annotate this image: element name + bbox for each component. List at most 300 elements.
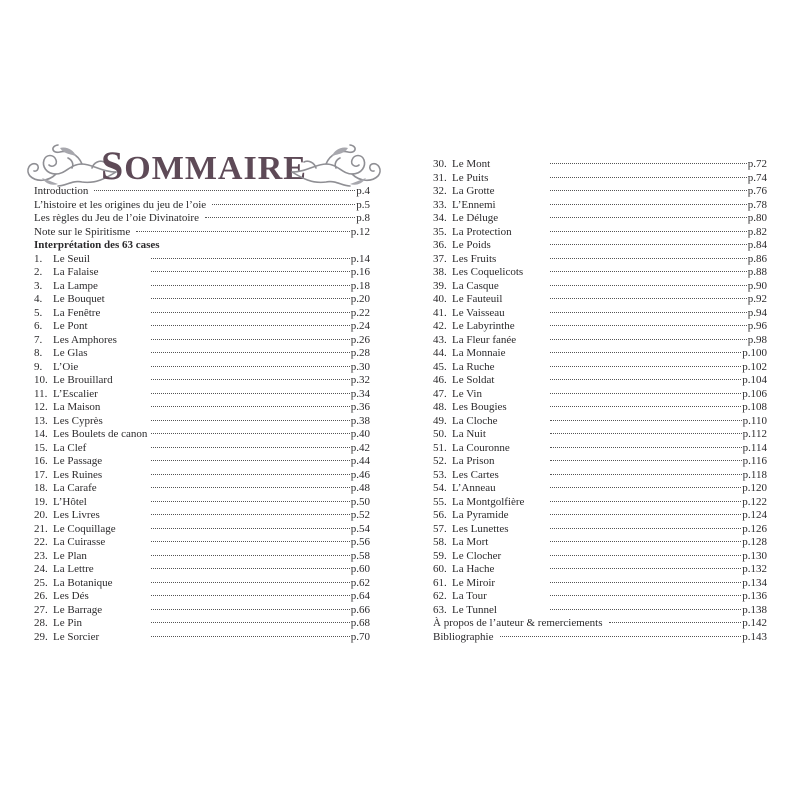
entry-number: 56. — [433, 509, 447, 521]
entry-title: Bibliographie — [433, 630, 494, 643]
entry-page-number: p.76 — [747, 185, 767, 197]
entry-title: Le Puits — [452, 171, 489, 184]
toc-entry[interactable] — [34, 266, 370, 280]
entry-number: 29. — [34, 630, 48, 643]
dot-leader — [151, 447, 350, 448]
section-heading: Interprétation des 63 cases — [34, 239, 160, 251]
toc-entry[interactable] — [34, 604, 370, 618]
dot-leader — [500, 636, 742, 637]
dot-leader — [151, 298, 350, 299]
entry-title: Le Fauteuil — [452, 293, 503, 305]
entry-number: 36. — [433, 239, 447, 251]
dot-leader — [550, 541, 741, 542]
dot-leader — [550, 204, 747, 205]
entry-page-number: p.116 — [742, 455, 767, 467]
dot-leader — [151, 595, 350, 596]
toc-entry[interactable] — [433, 347, 767, 361]
toc-entry[interactable] — [433, 212, 767, 226]
toc-entry[interactable] — [34, 455, 370, 469]
entry-title: Les Lunettes — [452, 522, 509, 535]
entry-title: Le Vin — [452, 387, 482, 400]
entry-title: L’Escalier — [53, 387, 98, 400]
entry-title: La Grotte — [452, 185, 495, 197]
dot-leader — [151, 393, 350, 394]
entry-title: La Fenêtre — [53, 306, 101, 319]
dot-leader — [550, 568, 741, 569]
entry-number: 13. — [34, 414, 48, 427]
dot-leader — [205, 217, 355, 218]
dot-leader — [151, 285, 350, 286]
toc-entry[interactable] — [34, 577, 370, 591]
dot-leader — [136, 231, 350, 232]
entry-page-number: p.5 — [356, 198, 370, 211]
toc-entry[interactable] — [433, 496, 767, 510]
entry-title: Le Miroir — [452, 576, 496, 589]
toc-entry[interactable] — [34, 185, 370, 199]
entry-page-number: p.96 — [747, 320, 767, 332]
dot-leader — [550, 487, 741, 488]
dot-leader — [550, 271, 747, 272]
entry-number: 39. — [433, 279, 447, 292]
toc-entry[interactable] — [34, 307, 370, 321]
dot-leader — [151, 406, 350, 407]
toc-entry[interactable] — [433, 509, 767, 523]
toc-entry[interactable] — [433, 550, 767, 564]
entry-page-number: p.36 — [350, 401, 370, 413]
toc-entry[interactable] — [34, 334, 370, 348]
ornament-flourish-right-icon — [290, 142, 386, 188]
entry-page-number: p.30 — [350, 360, 370, 373]
toc-entry[interactable] — [34, 199, 370, 213]
entry-title: Les Dés — [53, 590, 89, 602]
dot-leader — [550, 163, 747, 164]
dot-leader — [550, 339, 747, 340]
entry-title: La Botanique — [53, 576, 113, 589]
entry-page-number: p.143 — [742, 630, 767, 643]
toc-entry[interactable] — [34, 563, 370, 577]
toc-entry[interactable] — [433, 361, 767, 375]
entry-page-number: p.104 — [742, 374, 767, 386]
entry-page-number: p.66 — [350, 603, 370, 616]
toc-entry[interactable] — [433, 158, 767, 172]
toc-entry[interactable] — [433, 563, 767, 577]
entry-page-number: p.18 — [350, 279, 370, 292]
entry-number: 23. — [34, 549, 48, 562]
toc-entry[interactable] — [433, 631, 767, 645]
entry-title: Le Labyrinthe — [452, 320, 515, 332]
entry-title: Le Mont — [452, 158, 491, 170]
toc-entry[interactable] — [34, 469, 370, 483]
entry-title: La Pyramide — [452, 509, 509, 521]
toc-entry[interactable] — [433, 280, 767, 294]
entry-page-number: p.38 — [350, 414, 370, 427]
entry-number: 35. — [433, 225, 447, 238]
entry-number: 25. — [34, 576, 48, 589]
entry-title: Les Bougies — [452, 401, 507, 413]
toc-entry[interactable] — [433, 307, 767, 321]
dot-leader — [550, 514, 741, 515]
toc-entry[interactable] — [34, 442, 370, 456]
entry-page-number: p.62 — [350, 576, 370, 589]
entry-page-number: p.22 — [350, 306, 370, 319]
entry-number: 7. — [34, 333, 43, 346]
entry-title: Les Cartes — [452, 468, 499, 481]
entry-title: La Protection — [452, 225, 512, 238]
toc-entry[interactable] — [433, 469, 767, 483]
entry-number: 21. — [34, 522, 48, 535]
entry-number: 18. — [34, 482, 48, 494]
entry-number: 58. — [433, 536, 447, 548]
entry-title: Les Fruits — [452, 252, 497, 265]
entry-number: 54. — [433, 482, 447, 494]
entry-number: 37. — [433, 252, 447, 265]
toc-entry[interactable] — [433, 590, 767, 604]
toc-entry[interactable] — [34, 320, 370, 334]
entry-title: La Carafe — [53, 482, 97, 494]
entry-title: La Lampe — [53, 279, 98, 292]
entry-page-number: p.100 — [742, 347, 767, 359]
entry-title: La Maison — [53, 401, 101, 413]
entry-title: Le Clocher — [452, 549, 502, 562]
dot-leader — [550, 609, 741, 610]
entry-page-number: p.128 — [742, 536, 767, 548]
toc-entry[interactable] — [34, 617, 370, 631]
dot-leader — [550, 447, 742, 448]
toc-entry[interactable] — [433, 293, 767, 307]
entry-page-number: p.108 — [742, 401, 767, 413]
entry-title: Le Coquillage — [53, 522, 116, 535]
entry-number: 38. — [433, 266, 447, 278]
entry-number: 27. — [34, 603, 48, 616]
entry-page-number: p.82 — [747, 225, 767, 238]
dot-leader — [550, 190, 747, 191]
dot-leader — [151, 325, 350, 326]
entry-number: 20. — [34, 509, 48, 521]
entry-page-number: p.142 — [742, 617, 767, 629]
toc-entry[interactable] — [433, 617, 767, 631]
dot-leader — [550, 555, 741, 556]
entry-number: 15. — [34, 441, 48, 454]
dot-leader — [151, 352, 350, 353]
toc-entry[interactable] — [433, 523, 767, 537]
entry-page-number: p.98 — [747, 333, 767, 346]
entry-page-number: p.88 — [747, 266, 767, 278]
entry-title: La Nuit — [452, 428, 486, 440]
entry-title: Le Plan — [53, 549, 87, 562]
entry-title: L’Anneau — [452, 482, 496, 494]
entry-number: 10. — [34, 374, 48, 386]
toc-entry[interactable] — [34, 347, 370, 361]
entry-page-number: p.48 — [350, 482, 370, 494]
dot-leader — [151, 582, 350, 583]
entry-number: 19. — [34, 495, 48, 508]
entry-number: 55. — [433, 495, 447, 508]
entry-title: Le Vaisseau — [452, 306, 505, 319]
toc-entry[interactable] — [34, 590, 370, 604]
toc-entry[interactable] — [34, 428, 370, 442]
entry-title: Le Glas — [53, 347, 88, 359]
entry-number: 33. — [433, 198, 447, 211]
dot-leader — [550, 393, 741, 394]
toc-entry[interactable] — [433, 536, 767, 550]
dot-leader — [550, 244, 747, 245]
entry-title: La Couronne — [452, 441, 510, 454]
entry-page-number: p.72 — [747, 158, 767, 170]
entry-title: Le Pont — [53, 320, 88, 332]
toc-entry[interactable] — [433, 266, 767, 280]
toc-entry[interactable] — [34, 550, 370, 564]
toc-entry[interactable] — [34, 401, 370, 415]
toc-entry[interactable] — [34, 226, 370, 240]
entry-page-number: p.58 — [350, 549, 370, 562]
entry-page-number: p.84 — [747, 239, 767, 251]
entry-title: La Lettre — [53, 563, 94, 575]
entry-title: Les règles du Jeu de l’oie Divinatoire — [34, 212, 199, 224]
entry-page-number: p.78 — [747, 198, 767, 211]
entry-title: Le Soldat — [452, 374, 495, 386]
entry-number: 41. — [433, 306, 447, 319]
entry-title: La Cuirasse — [53, 536, 106, 548]
toc-entry[interactable] — [433, 185, 767, 199]
entry-page-number: p.4 — [356, 185, 370, 197]
title-banner — [22, 142, 386, 190]
entry-page-number: p.112 — [742, 428, 767, 440]
entry-page-number: p.60 — [350, 563, 370, 575]
dot-leader — [151, 528, 350, 529]
toc-entry[interactable] — [433, 415, 767, 429]
dot-leader — [151, 622, 350, 623]
entry-title: Le Poids — [452, 239, 491, 251]
entry-number: 42. — [433, 320, 447, 332]
toc-entry[interactable] — [433, 442, 767, 456]
toc-cases-list-2 — [433, 158, 767, 617]
entry-number: 44. — [433, 347, 447, 359]
toc-entry[interactable] — [433, 172, 767, 186]
entry-title: Le Passage — [53, 455, 103, 467]
entry-page-number: p.126 — [742, 522, 767, 535]
entry-page-number: p.134 — [742, 576, 767, 589]
entry-title: La Tour — [452, 590, 487, 602]
entry-title: Les Coquelicots — [452, 266, 524, 278]
toc-cases-list-1 — [34, 253, 370, 645]
toc-entry[interactable] — [34, 482, 370, 496]
toc-entry[interactable] — [34, 280, 370, 294]
entry-page-number: p.20 — [350, 293, 370, 305]
dot-leader — [151, 339, 350, 340]
entry-number: 62. — [433, 590, 447, 602]
entry-title: Les Amphores — [53, 333, 117, 346]
entry-page-number: p.136 — [742, 590, 767, 602]
entry-title: À propos de l’auteur & remerciements — [433, 617, 603, 629]
entry-title: Les Livres — [53, 509, 100, 521]
dot-leader — [550, 366, 741, 367]
toc-entry[interactable] — [433, 199, 767, 213]
entry-title: La Falaise — [53, 266, 99, 278]
entry-page-number: p.42 — [350, 441, 370, 454]
entry-title: Les Boulets de canon — [53, 428, 148, 440]
entry-number: 49. — [433, 414, 447, 427]
dot-leader — [550, 312, 747, 313]
entry-number: 46. — [433, 374, 447, 386]
entry-page-number: p.120 — [742, 482, 767, 494]
entry-page-number: p.8 — [356, 212, 370, 224]
toc-entry[interactable] — [433, 253, 767, 267]
toc-entry[interactable] — [34, 509, 370, 523]
toc-outro-list — [433, 617, 767, 644]
dot-leader — [151, 312, 350, 313]
entry-page-number: p.86 — [747, 252, 767, 265]
entry-title: Les Cyprès — [53, 414, 103, 427]
entry-page-number: p.94 — [747, 306, 767, 319]
entry-page-number: p.124 — [742, 509, 767, 521]
entry-number: 6. — [34, 320, 43, 332]
toc-entry[interactable] — [34, 536, 370, 550]
entry-number: 61. — [433, 576, 447, 589]
toc-entry[interactable] — [433, 577, 767, 591]
dot-leader — [151, 609, 350, 610]
entry-number: 8. — [34, 347, 43, 359]
entry-number: 28. — [34, 617, 48, 629]
entry-page-number: p.54 — [350, 522, 370, 535]
entry-page-number: p.34 — [350, 387, 370, 400]
toc-intro-list — [34, 185, 370, 239]
entry-number: 17. — [34, 468, 48, 481]
entry-number: 52. — [433, 455, 447, 467]
entry-number: 1. — [34, 252, 43, 265]
entry-title: La Ruche — [452, 360, 495, 373]
dot-leader — [151, 501, 350, 502]
entry-page-number: p.32 — [350, 374, 370, 386]
dot-leader — [609, 622, 742, 623]
entry-number: 57. — [433, 522, 447, 535]
dot-leader — [550, 528, 741, 529]
toc-entry[interactable] — [433, 374, 767, 388]
dot-leader — [151, 568, 350, 569]
entry-page-number: p.64 — [350, 590, 370, 602]
entry-page-number: p.12 — [350, 225, 370, 238]
toc-entry[interactable] — [34, 212, 370, 226]
dot-leader — [151, 514, 350, 515]
toc-entry[interactable] — [433, 428, 767, 442]
entry-number: 47. — [433, 387, 447, 400]
entry-title: Le Pin — [53, 617, 83, 629]
entry-number: 50. — [433, 428, 447, 440]
dot-leader — [151, 379, 350, 380]
toc-entry[interactable] — [433, 320, 767, 334]
entry-page-number: p.68 — [350, 617, 370, 629]
entry-page-number: p.40 — [350, 428, 370, 440]
entry-page-number: p.50 — [350, 495, 370, 508]
entry-title: La Hache — [452, 563, 495, 575]
dot-leader — [151, 636, 350, 637]
entry-page-number: p.114 — [742, 441, 767, 454]
entry-page-number: p.106 — [742, 387, 767, 400]
toc-entry[interactable] — [433, 239, 767, 253]
toc-entry[interactable] — [433, 482, 767, 496]
dot-leader — [151, 460, 350, 461]
entry-number: 12. — [34, 401, 48, 413]
entry-title: La Cloche — [452, 414, 498, 427]
entry-page-number: p.26 — [350, 333, 370, 346]
entry-number: 34. — [433, 212, 447, 224]
entry-page-number: p.16 — [350, 266, 370, 278]
dot-leader — [550, 258, 747, 259]
toc-entry[interactable] — [433, 455, 767, 469]
toc-entry[interactable] — [433, 226, 767, 240]
entry-title: Introduction — [34, 185, 89, 197]
entry-number: 48. — [433, 401, 447, 413]
entry-title: Le Seuil — [53, 252, 90, 265]
toc-entry[interactable] — [433, 604, 767, 618]
entry-title: La Monnaie — [452, 347, 506, 359]
dot-leader — [550, 231, 747, 232]
entry-title: L’Oie — [53, 360, 79, 373]
dot-leader — [550, 217, 747, 218]
toc-entry[interactable] — [34, 631, 370, 645]
entry-number: 26. — [34, 590, 48, 602]
toc-entry[interactable] — [34, 496, 370, 510]
entry-title: L’Hôtel — [53, 495, 87, 508]
entry-page-number: p.44 — [350, 455, 370, 467]
entry-number: 32. — [433, 185, 447, 197]
dot-leader — [151, 541, 350, 542]
entry-title: Le Tunnel — [452, 603, 497, 616]
entry-page-number: p.92 — [747, 293, 767, 305]
entry-title: Note sur le Spiritisme — [34, 225, 131, 238]
dot-leader — [550, 177, 747, 178]
dot-leader — [94, 190, 355, 191]
toc-entry[interactable] — [34, 253, 370, 267]
dot-leader — [550, 285, 747, 286]
entry-number: 2. — [34, 266, 43, 278]
entry-number: 3. — [34, 279, 43, 292]
dot-leader — [550, 325, 747, 326]
entry-page-number: p.70 — [350, 630, 370, 643]
toc-entry[interactable] — [34, 374, 370, 388]
entry-title: La Casque — [452, 279, 499, 292]
dot-leader — [151, 433, 350, 434]
toc-entry[interactable] — [34, 293, 370, 307]
toc-entry[interactable] — [34, 388, 370, 402]
page-title: SOMMAIRE — [101, 143, 307, 188]
entry-page-number: p.24 — [350, 320, 370, 332]
entry-page-number: p.80 — [747, 212, 767, 224]
entry-page-number: p.28 — [350, 347, 370, 359]
entry-page-number: p.74 — [747, 171, 767, 184]
toc-entry[interactable] — [34, 523, 370, 537]
dot-leader — [550, 474, 742, 475]
entry-page-number: p.14 — [350, 252, 370, 265]
entry-number: 45. — [433, 360, 447, 373]
entry-title: La Fleur fanée — [452, 333, 517, 346]
dot-leader — [151, 258, 350, 259]
entry-number: 22. — [34, 536, 48, 548]
dot-leader — [550, 501, 741, 502]
dot-leader — [550, 352, 741, 353]
entry-page-number: p.102 — [742, 360, 767, 373]
entry-number: 16. — [34, 455, 48, 467]
dot-leader — [212, 204, 355, 205]
dot-leader — [550, 595, 741, 596]
toc-entry[interactable] — [34, 361, 370, 375]
toc-entry[interactable] — [433, 401, 767, 415]
toc-right-column — [433, 158, 767, 644]
dot-leader — [550, 406, 741, 407]
toc-entry[interactable] — [34, 415, 370, 429]
entry-title: Le Sorcier — [53, 630, 100, 643]
toc-entry[interactable] — [433, 388, 767, 402]
toc-entry[interactable] — [433, 334, 767, 348]
